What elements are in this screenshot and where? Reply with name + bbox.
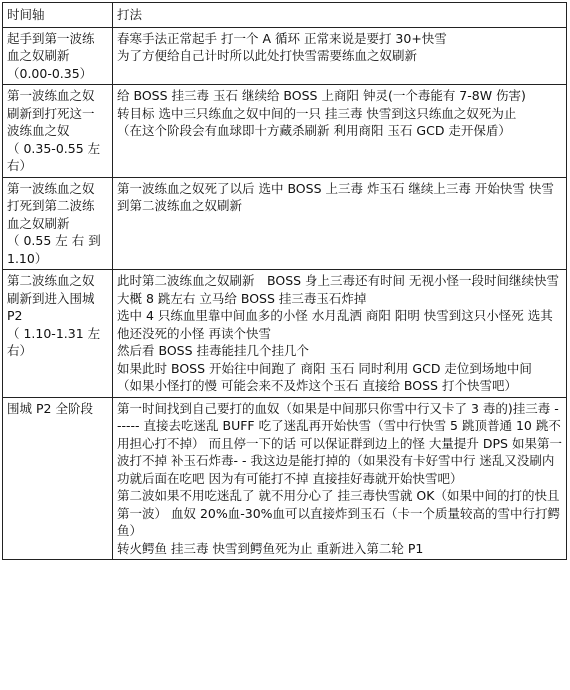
method-text: 第一波练血之奴死了以后 选中 BOSS 上三毒 炸玉石 继续上三毒 开始快雪 快雪到第二波练血之奴刷新 [117, 180, 554, 213]
method-text: 第二波如果不用吃迷乱了 就不用分心了 挂三毒快雪就 OK（如果中间的打的快且第一波） 血奴 20%血-30%血可以直接炸到玉石（卡一个质量较高的雪中行打鳄鱼） [117, 488, 561, 538]
table-header-row [3, 3, 567, 28]
method-text: 此时第二波练血之奴刷新 BOSS 身上三毒还有时间 无视小怪一段时间继续快雪 大概 8 跳左右 立马给 BOSS 挂三毒玉石炸掉 [117, 273, 560, 306]
timeline-text: 波练血之奴 [7, 123, 70, 138]
header-timeline: 时间轴 [3, 3, 113, 28]
timeline-text: （ 0.55 左 右 到 [7, 233, 101, 248]
table-row [3, 397, 567, 560]
table-row [3, 85, 567, 178]
timeline-text: 第一波练血之奴 [7, 180, 95, 196]
timeline-text: （0.00-0.35） [7, 65, 93, 81]
timeline-text: 第二波练血之奴 [7, 273, 95, 288]
method-text: 然后看 BOSS 挂毒能挂几个挂几个 [117, 343, 310, 358]
method-text: （如果小怪打的慢 可能会来不及炸这个玉石 直接给 BOSS 打个快雪吧） [117, 378, 517, 393]
method-text: 选中 4 只练血里靠中间血多的小怪 水月乱洒 商阳 阳明 快雪到这只小怪死 选其他还没死的小怪 再读个快雪 [117, 308, 553, 341]
strategy-table [2, 2, 567, 560]
header-method: 打法 [113, 3, 567, 28]
table-row [3, 177, 567, 270]
timeline-cell [3, 397, 113, 560]
timeline-text: 1.10） [7, 250, 48, 266]
timeline-text: 第一波练血之奴 [7, 88, 95, 103]
timeline-text: 右） [7, 343, 33, 358]
timeline-cell [3, 177, 113, 270]
table-body [3, 27, 567, 560]
timeline-text: （ 0.35-0.55 左 [7, 140, 101, 156]
timeline-cell [3, 27, 113, 85]
timeline-text: 围城 P2 全阶段 [7, 400, 93, 416]
timeline-text: 打死到第二波练 [7, 198, 95, 213]
timeline-text: （ 1.10-1.31 左 [7, 325, 101, 341]
method-cell [113, 85, 567, 178]
timeline-text: 刷新到进入围城 [7, 290, 95, 306]
timeline-cell [3, 85, 113, 178]
method-text: 如果此时 BOSS 开始往中间跑了 商阳 玉石 同时利用 GCD 走位到场地中间 [117, 360, 532, 376]
table-row [3, 270, 567, 398]
method-cell [113, 177, 567, 270]
timeline-text: P2 [7, 308, 23, 323]
method-text: 转目标 选中三只练血之奴中间的一只 挂三毒 快雪到这只练血之奴死为止 [117, 105, 517, 121]
timeline-text: 起手到第一波练 [7, 30, 95, 46]
method-text: 为了方便给自己计时所以此处打快雪需要练血之奴刷新 [117, 48, 418, 63]
timeline-text: 刷新到打死这一 [7, 105, 95, 121]
method-cell [113, 397, 567, 560]
timeline-text: 血之奴刷新 [7, 215, 70, 231]
method-text: 转火鳄鱼 挂三毒 快雪到鳄鱼死为止 重新进入第二轮 P1 [117, 540, 424, 556]
timeline-text: 右） [7, 158, 33, 173]
timeline-cell [3, 270, 113, 398]
method-text: （在这个阶段会有血球即十方藏杀刷新 利用商阳 玉石 GCD 走开保盾） [117, 123, 511, 138]
method-cell [113, 270, 567, 398]
method-text: 给 BOSS 挂三毒 玉石 继续给 BOSS 上商阳 钟灵(一个毒能有 7-8W 伤害) [117, 88, 526, 103]
method-cell [113, 27, 567, 85]
method-text: 第一时间找到自己要打的血奴（如果是中间那只你雪中行又卡了 3 毒的)挂三毒 ------ 直接去吃迷乱 BUFF 吃了迷乱再开始快雪（雪中行快雪 5 跳顶普通 10 跳不用担心打不掉） 而且停一下的话 可以保证群到边上的怪 大量提升 DPS 如果第一波打不掉 补玉石炸毒- - 我这边是能打掉的（如果没有卡好雪中行 迷乱又没刷内功就后面在吃吧 因为有可能打不掉 直接挂好毒就开始快雪吧） [117, 400, 562, 486]
table-row [3, 27, 567, 85]
timeline-text: 血之奴刷新 [7, 48, 70, 63]
method-text: 春寒手法正常起手 打一个 A 循环 正常来说是要打 30+快雪 [117, 30, 447, 46]
